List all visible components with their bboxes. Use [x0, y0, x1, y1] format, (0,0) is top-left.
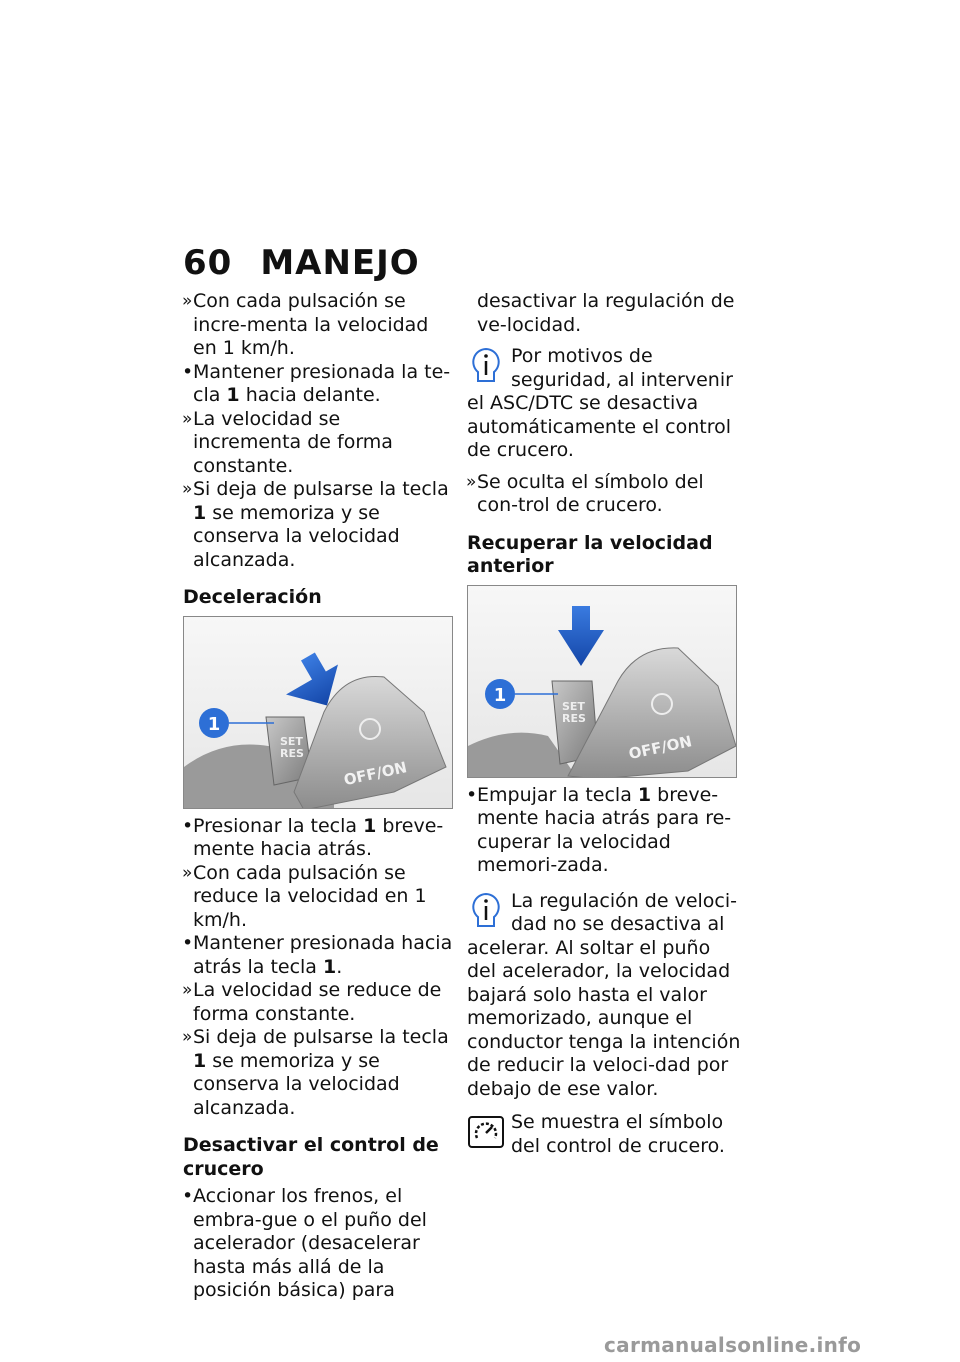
- chevron-mark: »: [182, 980, 193, 1000]
- list-item: [183, 361, 453, 408]
- bullet-mark: •: [182, 1185, 194, 1207]
- item-text: Si deja de pulsarse la tecla: [193, 1026, 449, 1048]
- key-ref: 1: [363, 814, 377, 837]
- item-text: Mantener presionada la te-cla: [193, 360, 451, 406]
- bullet-mark: •: [182, 932, 194, 954]
- item-text: breve-mente hacia atrás para re-cuperar la velocidad memori-zada.: [477, 783, 732, 876]
- bullet-mark: •: [466, 783, 478, 806]
- list-item-continuation: [467, 290, 742, 337]
- item-text: breve-mente hacia atrás.: [193, 814, 444, 860]
- key-ref: 1: [323, 955, 337, 978]
- key-label-top: SET: [562, 699, 585, 713]
- list-item: [183, 1026, 453, 1120]
- chevron-mark: »: [182, 862, 193, 883]
- item-text: Con cada pulsación se incre-menta la velocidad en 1 km/h.: [193, 290, 429, 359]
- list-item: [467, 471, 742, 518]
- list-item: [183, 815, 453, 862]
- note-text: Por motivos de seguridad, al intervenir el ASC/DTC se desactiva automáticamente el control de crucero.: [467, 345, 733, 461]
- left-column: [183, 290, 453, 1303]
- list-item: [183, 932, 453, 979]
- bullet-mark: •: [182, 814, 194, 837]
- item-text: Empujar la tecla: [477, 783, 638, 806]
- item-text: se memoriza y se conserva la velocidad alcanzada.: [193, 1049, 400, 1119]
- list-item: [183, 290, 453, 361]
- chevron-mark: »: [182, 1027, 193, 1047]
- list-item: [467, 784, 742, 878]
- figure-deceleration: [183, 616, 453, 809]
- note-text: La regulación de veloci-dad no se desactiva al acelerar. Al soltar el puño del acelerador, la velocidad bajará solo hasta el valor memorizado, aunque el conductor tenga la intención de reducir la veloci-dad por debajo de ese valor.: [467, 889, 741, 1100]
- item-text: La velocidad se reduce de forma constante.: [193, 979, 442, 1025]
- button-label: OFF/ON: [627, 731, 694, 763]
- page-number: 60: [183, 243, 233, 283]
- key-ref: 1: [193, 1049, 207, 1072]
- info-icon: [467, 347, 505, 385]
- key-ref: 1: [226, 384, 240, 406]
- item-text: Si deja de pulsarse la tecla: [193, 478, 449, 500]
- item-text: hacia delante.: [239, 384, 381, 406]
- watermark: carmanualsonline.info: [604, 1333, 862, 1357]
- right-column: [467, 290, 742, 1164]
- section-heading-deactivate: Desactivar el control de crucero: [183, 1134, 439, 1180]
- key-label-bottom: RES: [562, 711, 586, 725]
- key-ref: 1: [637, 783, 652, 806]
- list-item: [183, 478, 453, 572]
- item-text: .: [336, 955, 343, 978]
- bullet-mark: •: [182, 360, 194, 383]
- button-label: OFF/ON: [342, 757, 409, 789]
- chevron-mark: »: [182, 408, 193, 429]
- handlebar-switch-illustration: [468, 586, 737, 778]
- key-ref: 1: [193, 501, 207, 524]
- cruise-control-icon: [467, 1113, 505, 1151]
- note-text: Se muestra el símbolo del control de crucero.: [511, 1111, 725, 1157]
- info-icon: [467, 892, 505, 930]
- item-text: Con cada pulsación se reduce la velocidad en 1 km/h.: [193, 861, 427, 931]
- item-text: Se oculta el símbolo del con-trol de crucero.: [477, 470, 704, 516]
- figure-recover: [467, 585, 737, 778]
- item-text: desactivar la regulación de ve-locidad.: [477, 290, 735, 336]
- callout-label: 1: [207, 713, 221, 735]
- item-text: Presionar la tecla: [193, 814, 364, 837]
- section-heading-recover: Recuperar la velocidad anterior: [467, 531, 713, 577]
- chevron-mark: »: [182, 291, 193, 311]
- list-item: [183, 408, 453, 479]
- safety-note: [467, 345, 742, 463]
- callout-label: 1: [493, 684, 507, 706]
- item-text: Accionar los frenos, el embra-gue o el puño del acelerador (desacelerar hasta más allá de la posición básica) para: [193, 1185, 427, 1301]
- list-item: [183, 862, 453, 933]
- cruise-symbol-note: [467, 1111, 742, 1158]
- section-heading-deceleration: Deceleración: [183, 586, 322, 608]
- list-item: [183, 979, 453, 1026]
- page-header: [183, 243, 420, 283]
- item-text: Mantener presionada hacia atrás la tecla: [193, 932, 453, 978]
- item-text: La velocidad se incrementa de forma constante.: [193, 407, 393, 477]
- list-item: [183, 1185, 453, 1303]
- handlebar-switch-illustration: [184, 617, 453, 809]
- info-note: [467, 890, 742, 1102]
- item-text: se memoriza y se conserva la velocidad alcanzada.: [193, 501, 400, 571]
- chevron-mark: »: [466, 471, 477, 492]
- chevron-mark: »: [182, 479, 193, 499]
- key-label-top: SET: [280, 734, 303, 748]
- key-label-bottom: RES: [280, 746, 304, 760]
- page-title: MANEJO: [260, 243, 420, 283]
